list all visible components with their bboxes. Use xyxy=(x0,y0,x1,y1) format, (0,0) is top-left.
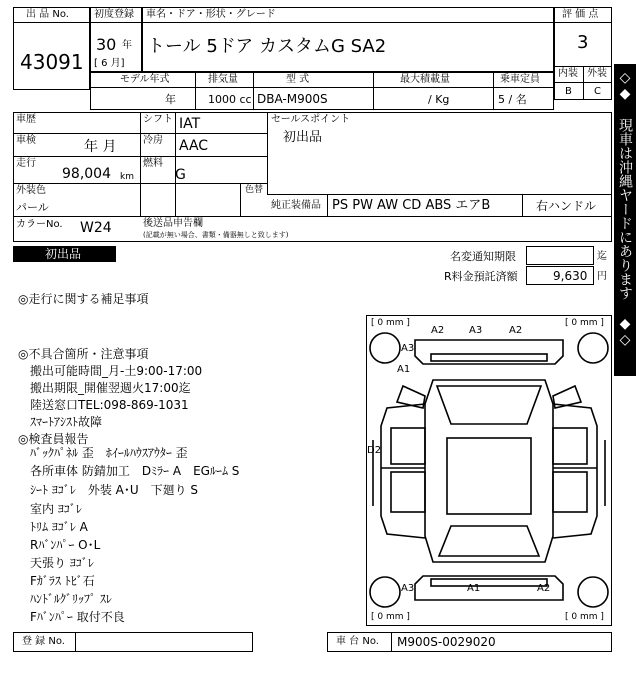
steering: 右ハンドル xyxy=(536,199,597,213)
exterior-color-label: 外装色 xyxy=(16,185,46,196)
model-year-label: モデル年式 xyxy=(120,74,170,85)
recycle-fee-unit: 円 xyxy=(597,271,607,282)
shift-label: シフト xyxy=(143,114,173,125)
mileage-unit: km xyxy=(120,172,134,182)
chassis-number-label: 車 台 No. xyxy=(336,636,379,647)
vehicle-type: DBA-M900S xyxy=(257,92,328,106)
aftermarket-note: (記載が無い場合、書類・備器無しと致します) xyxy=(143,231,289,239)
note-line: Fｶﾞﾗｽ ﾄﾋﾞ石 xyxy=(18,574,95,588)
name-change-deadline-unit: 迄 xyxy=(597,251,607,262)
note-line: ◎不具合箇所・注意事項 xyxy=(18,347,149,361)
exterior-score: C xyxy=(594,86,601,97)
damage-mark: A3 xyxy=(401,343,415,354)
note-line: 搬出可能時間_月-土9:00-17:00 xyxy=(18,364,203,378)
damage-mark: A3 xyxy=(401,583,415,594)
damage-mark: D2 xyxy=(367,445,382,456)
displacement: 1000 cc xyxy=(208,93,252,106)
car-name-label: 車名・ドア・形状・グレード xyxy=(146,9,276,20)
note-line: ｼｰﾄ ﾖｺﾞﾚ 外装 A･U 下廻り S xyxy=(18,483,199,497)
recycle-fee-amount: 9,630 xyxy=(553,269,588,283)
interior-label: 内装 xyxy=(558,68,578,79)
color-number-label: カラーNo. xyxy=(16,219,63,230)
history-label: 車歴 xyxy=(16,114,36,125)
damage-mark: A2 xyxy=(431,325,445,336)
grade-label: 評 価 点 xyxy=(562,9,599,20)
note-line: ｽﾏｰﾄｱｼｽﾄ故障 xyxy=(18,415,103,429)
sales-point: 初出品 xyxy=(283,130,323,145)
tire-tread-front-left: [ 0 mm ] xyxy=(371,318,410,328)
note-line: 陸送窓口TEL:098-869-1031 xyxy=(18,398,189,412)
tire-tread-front-right: [ 0 mm ] xyxy=(565,318,604,328)
exterior-color: パール xyxy=(16,201,49,214)
car-name: トール 5ドア カスタムG SA2 xyxy=(147,36,387,57)
damage-mark: A1 xyxy=(467,583,481,594)
note-line: Rﾊﾞﾝﾊﾟｰ O･L xyxy=(18,538,101,552)
ac: AAC xyxy=(179,138,209,154)
chassis-number: M900S-0029020 xyxy=(397,635,496,649)
sales-point-label: セールスポイント xyxy=(271,114,351,125)
equipment-label: 純正装備品 xyxy=(271,200,321,211)
mileage: 98,004 xyxy=(62,166,111,182)
name-change-deadline-label: 名変通知期限 xyxy=(450,250,516,263)
yard-location-text: ◇◆ 現車は沖縄ヤードにあります ◆◇ xyxy=(617,70,633,348)
shift: IAT xyxy=(179,116,201,132)
max-load: / Kg xyxy=(428,93,450,106)
aftermarket-label: 後送品申告欄 xyxy=(143,218,203,229)
note-line: ◎走行に関する補足事項 xyxy=(18,292,149,306)
first-listing-badge-text: 初出品 xyxy=(45,247,82,261)
tire-tread-rear-right: [ 0 mm ] xyxy=(565,612,604,622)
displacement-label: 排気量 xyxy=(208,74,238,85)
type-label: 型 式 xyxy=(286,74,310,85)
note-line: 天張り ﾖｺﾞﾚ xyxy=(18,556,94,570)
max-load-label: 最大積載量 xyxy=(400,74,450,85)
interior-score: B xyxy=(565,86,572,97)
tire-tread-rear-left: [ 0 mm ] xyxy=(371,612,410,622)
note-line: 搬出期限_開催翌週火17:00迄 xyxy=(18,381,191,395)
note-line: ◎検査員報告 xyxy=(18,432,89,446)
note-line: 室内 ﾖｺﾞﾚ xyxy=(18,502,82,516)
damage-mark: A2 xyxy=(509,325,523,336)
inspection-value: 年 月 xyxy=(84,139,117,155)
note-line: ﾊﾞｯｸﾊﾟﾈﾙ 歪 ﾎｲｰﾙﾊｳｽｱｳﾀｰ 歪 xyxy=(18,446,188,460)
ac-label: 冷房 xyxy=(143,135,163,146)
registration-month: [ 6 月] xyxy=(94,58,125,69)
grade-score: 3 xyxy=(577,32,589,53)
damage-mark: A2 xyxy=(537,583,551,594)
mileage-label: 走行 xyxy=(16,158,36,169)
lot-number-label: 出 品 No. xyxy=(26,9,69,20)
fuel: G xyxy=(175,167,186,183)
recycle-fee-label: R料金預託済額 xyxy=(444,270,518,283)
lot-number: 43091 xyxy=(20,50,84,74)
registration-year-unit: 年 xyxy=(122,40,132,51)
car-outline xyxy=(367,316,611,625)
inspection-label: 車検 xyxy=(16,135,36,146)
color-change-label: 色替 xyxy=(245,185,264,195)
capacity-label: 乗車定員 xyxy=(500,74,540,85)
name-change-deadline-value xyxy=(526,246,594,265)
capacity: 5 / 名 xyxy=(498,93,527,106)
damage-mark: A3 xyxy=(469,325,483,336)
damage-mark: A1 xyxy=(397,364,411,375)
registration-year: 30 xyxy=(96,35,117,54)
model-year-unit: 年 xyxy=(165,93,176,106)
note-line: Fﾊﾞﾝﾊﾟｰ 取付不良 xyxy=(18,610,125,624)
first-listing-badge xyxy=(13,246,116,262)
exterior-label: 外装 xyxy=(587,68,607,79)
note-line: ﾊﾝﾄﾞﾙｸﾞﾘｯﾌﾟ ｽﾚ xyxy=(18,592,112,606)
vehicle-damage-diagram xyxy=(366,315,612,626)
note-line: ﾄﾘﾑ ﾖｺﾞﾚ A xyxy=(18,520,88,534)
equipment: PS PW AW CD ABS エアB xyxy=(332,198,491,213)
registration-number-label: 登 録 No. xyxy=(22,636,65,647)
color-number: W24 xyxy=(80,220,112,236)
note-line: 各所車体 防錆加工 Dﾐﾗｰ A EGﾙｰﾑ S xyxy=(18,464,240,478)
fuel-label: 燃料 xyxy=(143,158,163,169)
yard-location-banner xyxy=(614,64,636,376)
first-registration-label: 初度登録 xyxy=(94,9,134,20)
